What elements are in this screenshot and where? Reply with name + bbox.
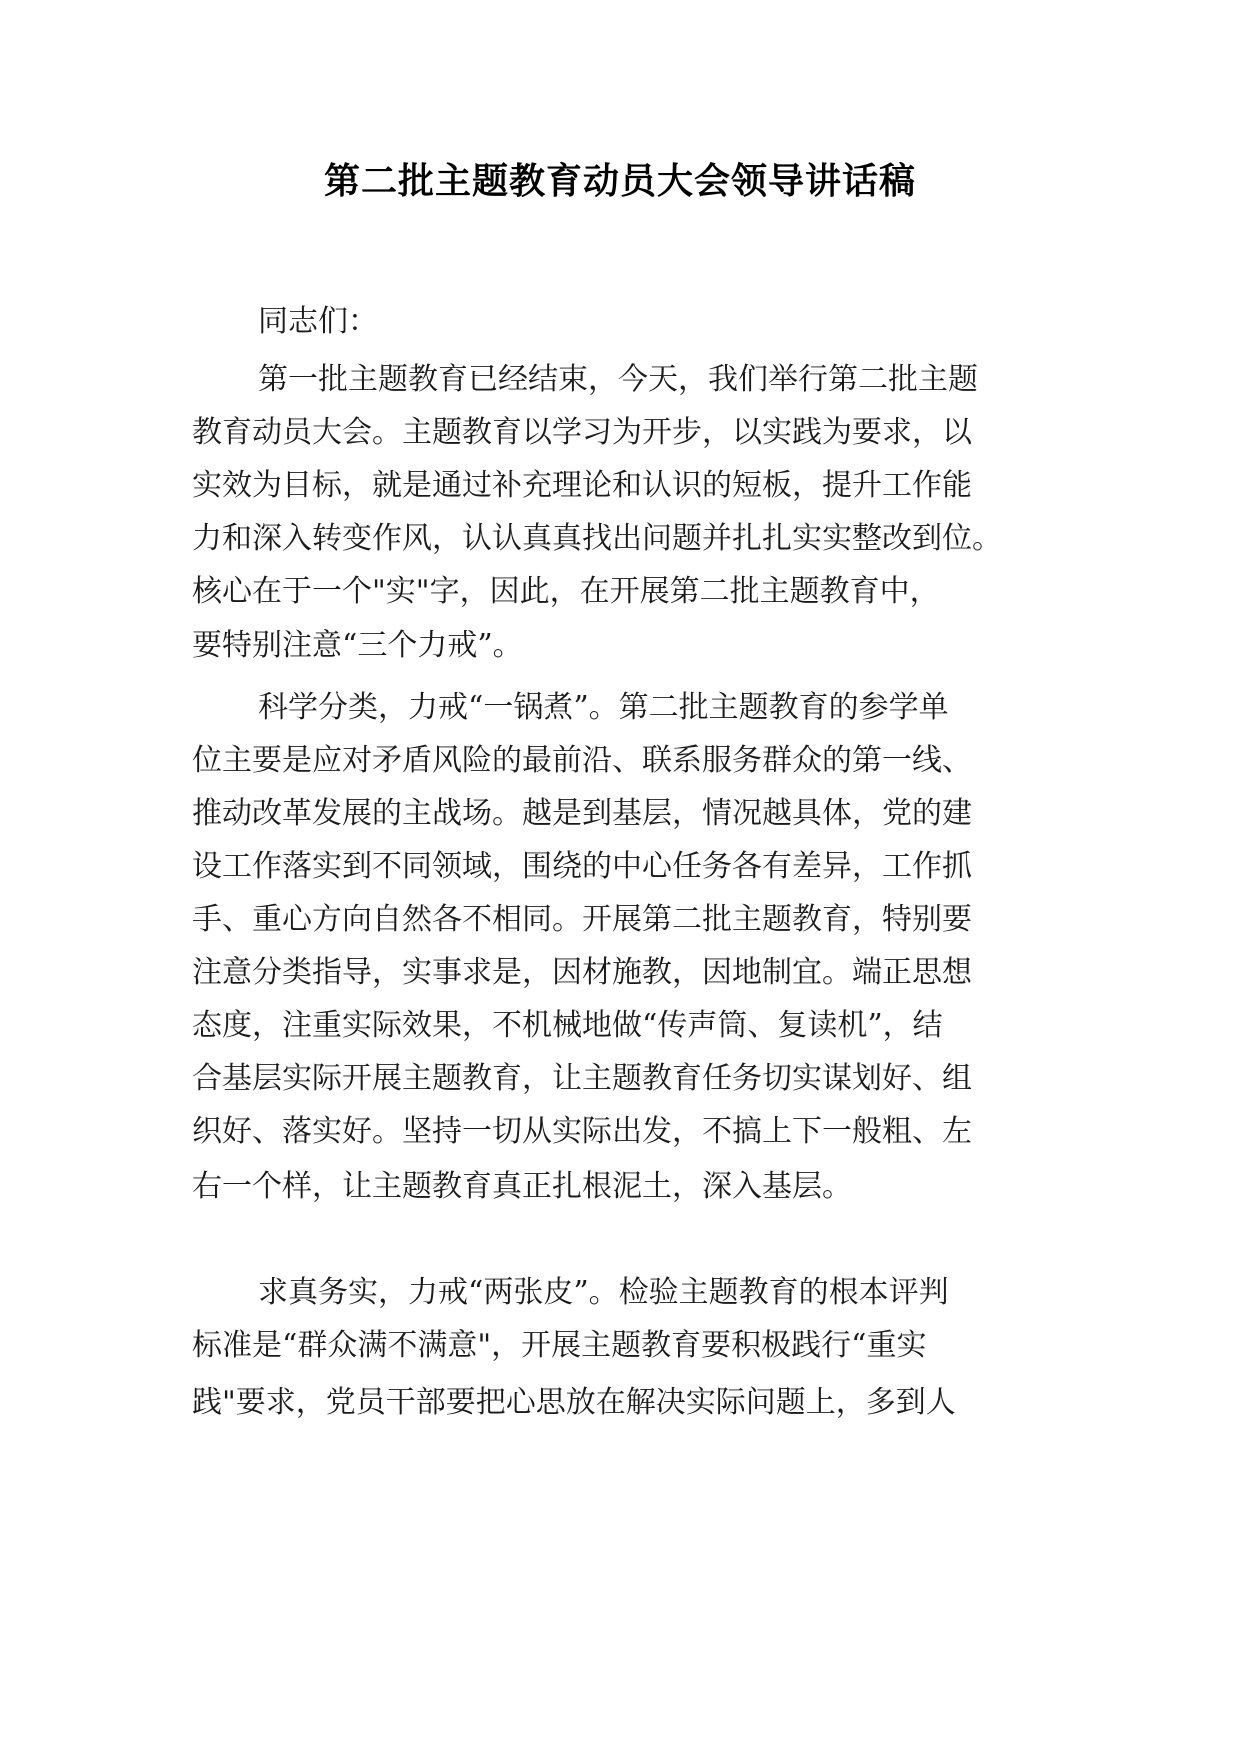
paragraph-line: 求真务实，力戒“两张皮”。检验主题教育的根本评判 (258, 1275, 949, 1310)
document-title: 第二批主题教育动员大会领导讲话稿 (323, 161, 916, 202)
paragraph-line: 践"要求，党员干部要把心思放在解决实际问题上，多到人 (192, 1385, 956, 1420)
paragraph-line: 注意分类指导，实事求是，因材施教，因地制宜。端正思想 (192, 955, 972, 990)
paragraph-line: 教育动员大会。主题教育以学习为开步，以实践为要求，以 (192, 415, 972, 450)
paragraph-line: 实效为目标，就是通过补充理论和认识的短板，提升工作能 (192, 468, 972, 503)
paragraph-line: 手、重心方向自然各不相同。开展第二批主题教育，特别要 (192, 902, 972, 937)
paragraph-line: 力和深入转变作风，认认真真找出问题并扎扎实实整改到位。 (192, 521, 1002, 556)
paragraph-line: 态度，注重实际效果，不机械地做“传声筒、复读机”，结 (192, 1008, 943, 1043)
paragraph-line: 核心在于一个"实"字，因此，在开展第二批主题教育中， (192, 574, 940, 609)
paragraph-line: 合基层实际开展主题教育，让主题教育任务切实谋划好、组 (192, 1061, 972, 1096)
paragraph-line: 推动改革发展的主战场。越是到基层，情况越具体，党的建 (192, 796, 972, 831)
paragraph-line: 要特别注意“三个力戒”。 (192, 628, 523, 663)
paragraph-line: 设工作落实到不同领域，围绕的中心任务各有差异，工作抓 (192, 849, 972, 884)
paragraph-line: 科学分类，力戒“一锅煮”。第二批主题教育的参学单 (258, 690, 949, 725)
paragraph-line: 位主要是应对矛盾风险的最前沿、联系服务群众的第一线、 (192, 743, 972, 778)
paragraph-line: 标准是“群众满不满意"，开展主题教育要积极践行“重实 (192, 1328, 927, 1363)
paragraph-line: 织好、落实好。坚持一切从实际出发，不搞上下一般粗、左 (192, 1114, 972, 1149)
paragraph-line: 右一个样，让主题教育真正扎根泥土，深入基层。 (192, 1169, 852, 1204)
paragraph-line: 第一批主题教育已经结束，今天，我们举行第二批主题 (258, 362, 978, 397)
salutation: 同志们： (258, 304, 378, 339)
